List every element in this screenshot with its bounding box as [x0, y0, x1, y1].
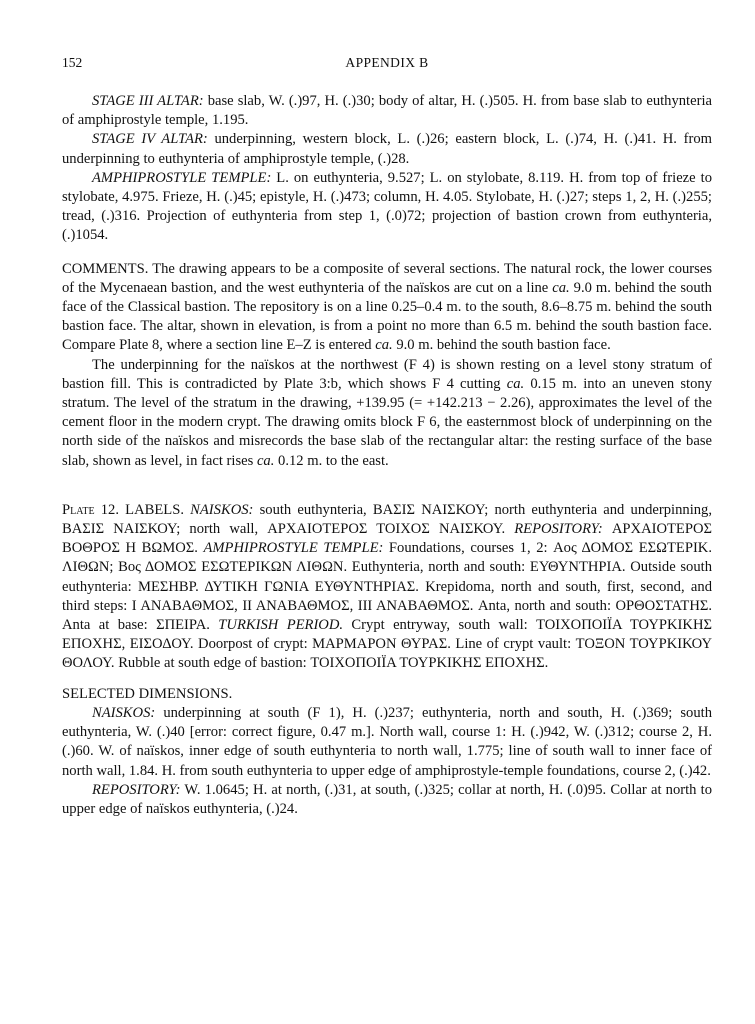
- selected-dimensions-heading: SELECTED DIMENSIONS.: [62, 685, 233, 702]
- amphiprostyle-label: AMPHIPROSTYLE TEMPLE:: [92, 169, 272, 186]
- stage-iii-altar-paragraph: [62, 92, 712, 130]
- selected-repository-label: REPOSITORY:: [92, 781, 181, 798]
- plate-word: Plate: [62, 501, 95, 518]
- document-page: [62, 55, 712, 819]
- comments-heading: COMMENTS.: [62, 260, 149, 277]
- stage-iii-label: STAGE III ALTAR:: [92, 93, 204, 109]
- page-header: [62, 55, 712, 75]
- stage-iv-label: STAGE IV ALTAR:: [92, 131, 208, 148]
- selected-naiskos-label: NAISKOS:: [92, 704, 156, 721]
- page-number: 152: [62, 55, 83, 70]
- naiskos-label: NAISKOS:: [190, 501, 254, 518]
- amphiprostyle-temple-label: AMPHIPROSTYLE TEMPLE:: [203, 540, 384, 557]
- stage-iv-altar-paragraph: [62, 130, 712, 168]
- comments-paragraph-2: The underpinning for the naïskos at the northwest (F 4) is shown resting on a level stony stratum of bastion fill. This is contradicted by Plate 3:b, which shows F 4 cutting ca. 0.15 m. into an uneven stony stratum. The level of the stratum in the drawing, +139.95 (= +142.213 − 2.26), approximates the level of the cement floor in the modern crypt. The drawing omits block F 6, the easternmost block of underpinning on the north side of the naïskos and misrecords the base slab of the rectangular altar: the resting surface of the base slab, shown as level, in fact rises ca. 0.12 m. to the east.: [62, 356, 712, 469]
- selected-repository-paragraph: REPOSITORY: W. 1.0645; H. at north, (.)31, at south, (.)325; collar at north, H. (.0)95. Collar at north to upper edge of naïskos euthynteria, (.)24.: [62, 781, 712, 817]
- stage-iv-text: underpinning, western block, L. (.)26; eastern block, L. (.)74, H. (.)41. H. from underpinning to euthynteria of amphiprostyle temple, (.)28.: [62, 131, 712, 167]
- stage-iii-text: base slab, W. (.)97, H. (.)30; body of altar, H. (.)505. H. from base slab to euthynteria of amphiprostyle temple, 1.195.: [62, 93, 712, 129]
- amphiprostyle-text: L. on euthynteria, 9.527; L. on stylobate, 8.119. H. from top of frieze to stylobate, 4.975. Frieze, H. (.)45; epistyle, H. (.)473; column, H. 4.05. Stylobate, H. (.)27; steps 1, 2, H. (.)255; tread, (.)316. Projection of euthynteria from step 1, (.0)72; projection of bastion crown from euthynteria, (.)1054.: [62, 169, 712, 244]
- running-head: APPENDIX B: [345, 55, 429, 70]
- repository-label: REPOSITORY:: [514, 521, 603, 538]
- amphiprostyle-temple-paragraph: [62, 169, 712, 246]
- comments-paragraph-1: COMMENTS. The drawing appears to be a composite of several sections. The natural rock, the lower courses of the Mycenaean bastion, and the west euthynteria of the naïskos are cut on a line ca. 9.0 m. behind the south face of the Classical bastion. The repository is on a line 0.25–0.4 m. to the south, 8.6–8.75 m. behind the south bastion face. The altar, shown in elevation, is from a point no more than 6.5 m. behind the south bastion face. Compare Plate 8, where a section line E–Z is entered ca. 9.0 m. behind the south bastion face.: [62, 260, 712, 354]
- turkish-period-label: TURKISH PERIOD.: [218, 617, 344, 634]
- selected-naiskos-paragraph: NAISKOS: underpinning at south (F 1), H. (.)237; euthynteria, north and south, H. (.)369; south euthynteria, W. (.)40 [error: correct figure, 0.47 m.]. North wall, course 1: H. (.)942, W. (.)312; course 2, H. (.)60. W. of naïskos, inner edge of south euthynteria to north wall, 1.775; line of south wall to inner face of north wall, 1.84. H. from south euthynteria to upper edge of amphiprostyle-temple foundations, course 2, (.)42.: [62, 704, 712, 779]
- plate-12-labels-paragraph: Plate 12. LABELS. NAISKOS: south euthynteria, ΒΑΣΙΣ ΝΑΙΣΚΟΥ; north euthynteria and underpinning, ΒΑΣΙΣ ΝΑΙΣΚΟΥ; north wall, ΑΡΧΑΙΟΤΕΡΟΣ ΤΟΙΧΟΣ ΝΑΙΣΚΟΥ. REPOSITORY: ΑΡΧΑΙΟΤΕΡΟΣ ΒΟΘΡΟΣ Η ΒΩΜΟΣ. AMPHIPROSTYLE TEMPLE: Foundations, courses 1, 2: Αος ΔΟΜΟΣ ΕΣΩΤΕΡΙΚ. ΛΙΘΩΝ; Βος ΔΟΜΟΣ ΕΣΩΤΕΡΙΚΩΝ ΛΙΘΩΝ. Euthynteria, north and south: ΕΥΘΥΝΤΗΡΙΑ. Outside south euthynteria: ΜΕΣΗΒΡ. ΔΥΤΙΚΗ ΓΩΝΙΑ ΕΥΘΥΝΤΗΡΙΑΣ. Krepidoma, north and south, first, second, and third steps: Ι ΑΝΑΒΑΘΜΟΣ, ΙΙ ΑΝΑΒΑΘΜΟΣ, ΙΙΙ ΑΝΑΒΑΘΜΟΣ. Anta, north and south: ΟΡΘΟΣΤΑΤΗΣ. Anta at base: ΣΠΕΙΡΑ. TURKISH PERIOD. Crypt entryway, south wall: ΤΟΙΧΟΠΟΙΪΑ ΤΟΥΡΚΙΚΗΣ ΕΠΟΧΗΣ, ΕΙΣΟΔΟΥ. Doorpost of crypt: ΜΑΡΜΑΡΟΝ ΘΥΡΑΣ. Line of crypt vault: ΤΟΞΟΝ ΤΟΥΡΚΙΚΟΥ ΘΟΛΟΥ. Rubble at south edge of bastion: ΤΟΙΧΟΠΟΙΪΑ ΤΟΥΡΚΙΚΗΣ ΕΠΟΧΗΣ.: [62, 501, 712, 672]
